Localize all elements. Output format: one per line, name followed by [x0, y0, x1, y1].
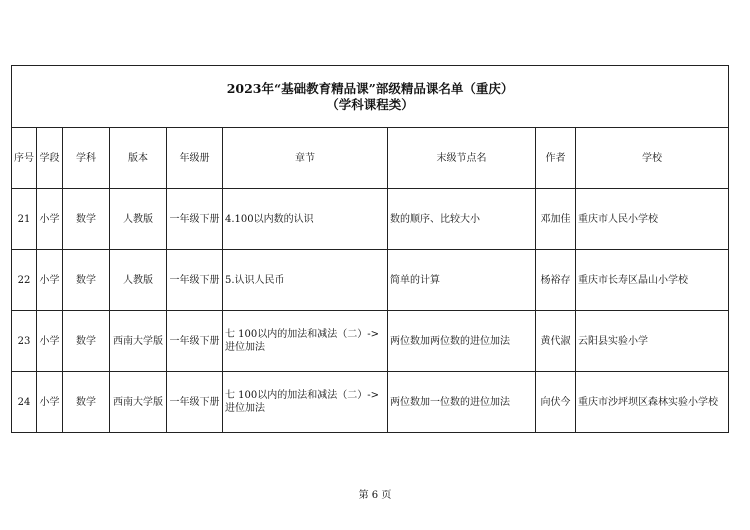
cell-edition: 西南大学版 — [110, 311, 167, 372]
cell-school: 重庆市沙坪坝区森林实验小学校 — [576, 372, 729, 433]
title-line-1: 2023年“基础教育精品课”部级精品课名单（重庆） — [226, 80, 514, 96]
cell-edition: 西南大学版 — [110, 372, 167, 433]
cell-subject: 数学 — [63, 250, 110, 311]
header-edition: 版本 — [110, 128, 167, 189]
header-school: 学校 — [576, 128, 729, 189]
cell-edition: 人教版 — [110, 189, 167, 250]
cell-node: 两位数加一位数的进位加法 — [388, 372, 536, 433]
cell-author: 向伏今 — [536, 372, 576, 433]
cell-seq: 24 — [12, 372, 37, 433]
cell-chapter: 七 100以内的加法和减法（二）->进位加法 — [223, 311, 388, 372]
cell-node: 简单的计算 — [388, 250, 536, 311]
cell-stage: 小学 — [37, 189, 63, 250]
cell-edition: 人教版 — [110, 250, 167, 311]
cell-grade: 一年级下册 — [167, 250, 223, 311]
cell-chapter: 4.100以内数的认识 — [223, 189, 388, 250]
cell-seq: 21 — [12, 189, 37, 250]
table-title — [12, 66, 729, 128]
title-row — [12, 66, 729, 128]
cell-author: 黄代淑 — [536, 311, 576, 372]
table-row — [12, 372, 729, 433]
header-seq: 序号 — [12, 128, 37, 189]
cell-node: 两位数加两位数的进位加法 — [388, 311, 536, 372]
cell-school: 重庆市人民小学校 — [576, 189, 729, 250]
header-chapter: 章节 — [223, 128, 388, 189]
cell-chapter: 5.认识人民币 — [223, 250, 388, 311]
cell-subject: 数学 — [63, 189, 110, 250]
cell-subject: 数学 — [63, 311, 110, 372]
cell-node: 数的顺序、比较大小 — [388, 189, 536, 250]
cell-chapter: 七 100以内的加法和减法（二）->进位加法 — [223, 372, 388, 433]
cell-school: 重庆市长寿区晶山小学校 — [576, 250, 729, 311]
cell-school: 云阳县实验小学 — [576, 311, 729, 372]
course-list-table — [11, 65, 729, 433]
cell-subject: 数学 — [63, 372, 110, 433]
header-node: 末级节点名 — [388, 128, 536, 189]
cell-grade: 一年级下册 — [167, 311, 223, 372]
header-subject: 学科 — [63, 128, 110, 189]
header-grade: 年级册 — [167, 128, 223, 189]
page-number: 第 6 页 — [358, 490, 392, 501]
table-row — [12, 189, 729, 250]
cell-stage: 小学 — [37, 250, 63, 311]
cell-author: 邓加佳 — [536, 189, 576, 250]
header-author: 作者 — [536, 128, 576, 189]
cell-stage: 小学 — [37, 372, 63, 433]
cell-grade: 一年级下册 — [167, 372, 223, 433]
table-row — [12, 311, 729, 372]
header-row — [12, 128, 729, 189]
cell-grade: 一年级下册 — [167, 189, 223, 250]
cell-seq: 23 — [12, 311, 37, 372]
cell-seq: 22 — [12, 250, 37, 311]
table-row — [12, 250, 729, 311]
cell-author: 杨裕存 — [536, 250, 576, 311]
header-stage: 学段 — [37, 128, 63, 189]
cell-stage: 小学 — [37, 311, 63, 372]
title-line-2: （学科课程类） — [326, 96, 414, 112]
